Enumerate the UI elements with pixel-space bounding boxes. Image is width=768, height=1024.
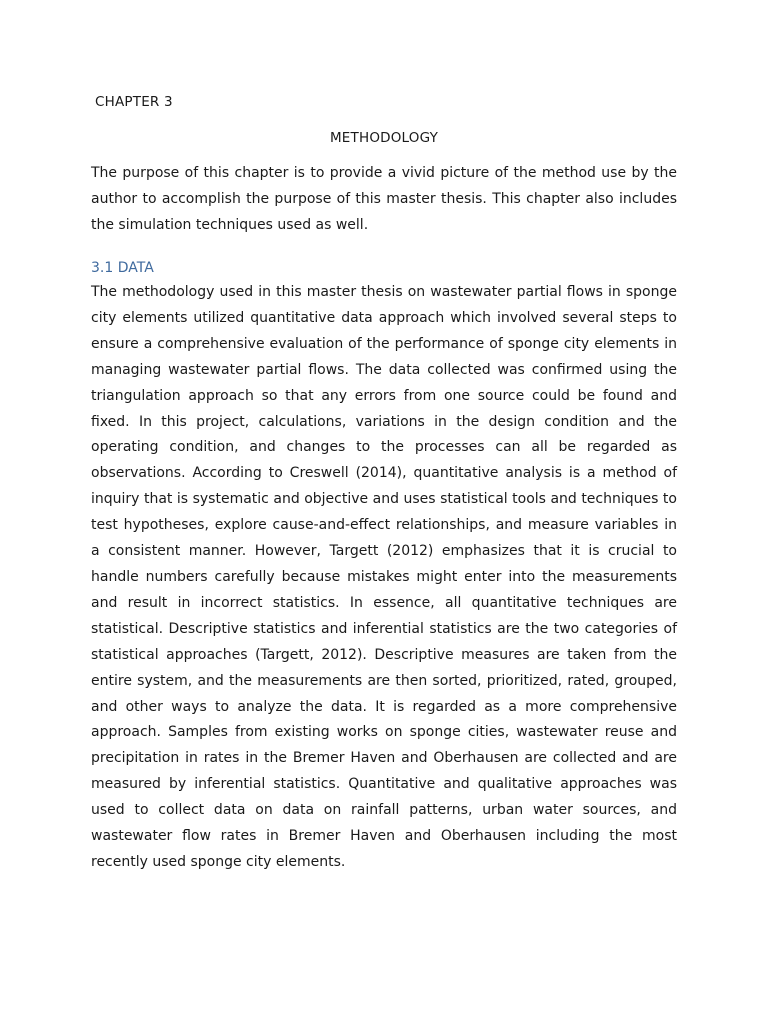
chapter-label: CHAPTER 3 [95, 94, 173, 110]
intro-paragraph: The purpose of this chapter is to provide a vivid picture of the method use by the author to accomplish the purpose of this master thesis. This chapter also includes the simulation techniques used as well. [91, 165, 677, 233]
section-heading-3-1: 3.1 DATA [91, 260, 154, 276]
section-3-1-paragraph: The methodology used in this master thesis on wastewater partial flows in sponge city elements utilized quantitative data approach which involved several steps to ensure a comprehensive evaluation of the performance of sponge city elements in managing wastewater partial flows. The data collected was confirmed using the triangulation approach so that any errors from one source could be found and fixed. In this project, calculations, variations in the design condition and the operating condition, and changes to the processes can all be regarded as observations. According to Creswell (2014), quantitative analysis is a method of inquiry that is systematic and objective and uses statistical tools and techniques to test hypotheses, explore cause-and-effect relationships, and measure variables in a consistent manner. However, Targett (2012) emphasizes that it is crucial to handle numbers carefully because mistakes might enter into the measurements and result in incorrect statistics. In essence, all quantitative techniques are statistical. Descriptive statistics and inferential statistics are the two categories of statistical approaches (Targett, 2012). Descriptive measures are taken from the entire system, and the measurements are then sorted, prioritized, rated, grouped, and other ways to analyze the data. It is regarded as a more comprehensive approach. Samples from existing works on sponge cities, wastewater reuse and precipitation in rates in the Bremer Haven and Oberhausen are collected and are measured by inferential statistics. Quantitative and qualitative approaches was used to collect data on data on rainfall patterns, urban water sources, and wastewater flow rates in Bremer Haven and Oberhausen including the most recently used sponge city elements. [91, 284, 677, 870]
chapter-title: METHODOLOGY [329, 130, 439, 146]
